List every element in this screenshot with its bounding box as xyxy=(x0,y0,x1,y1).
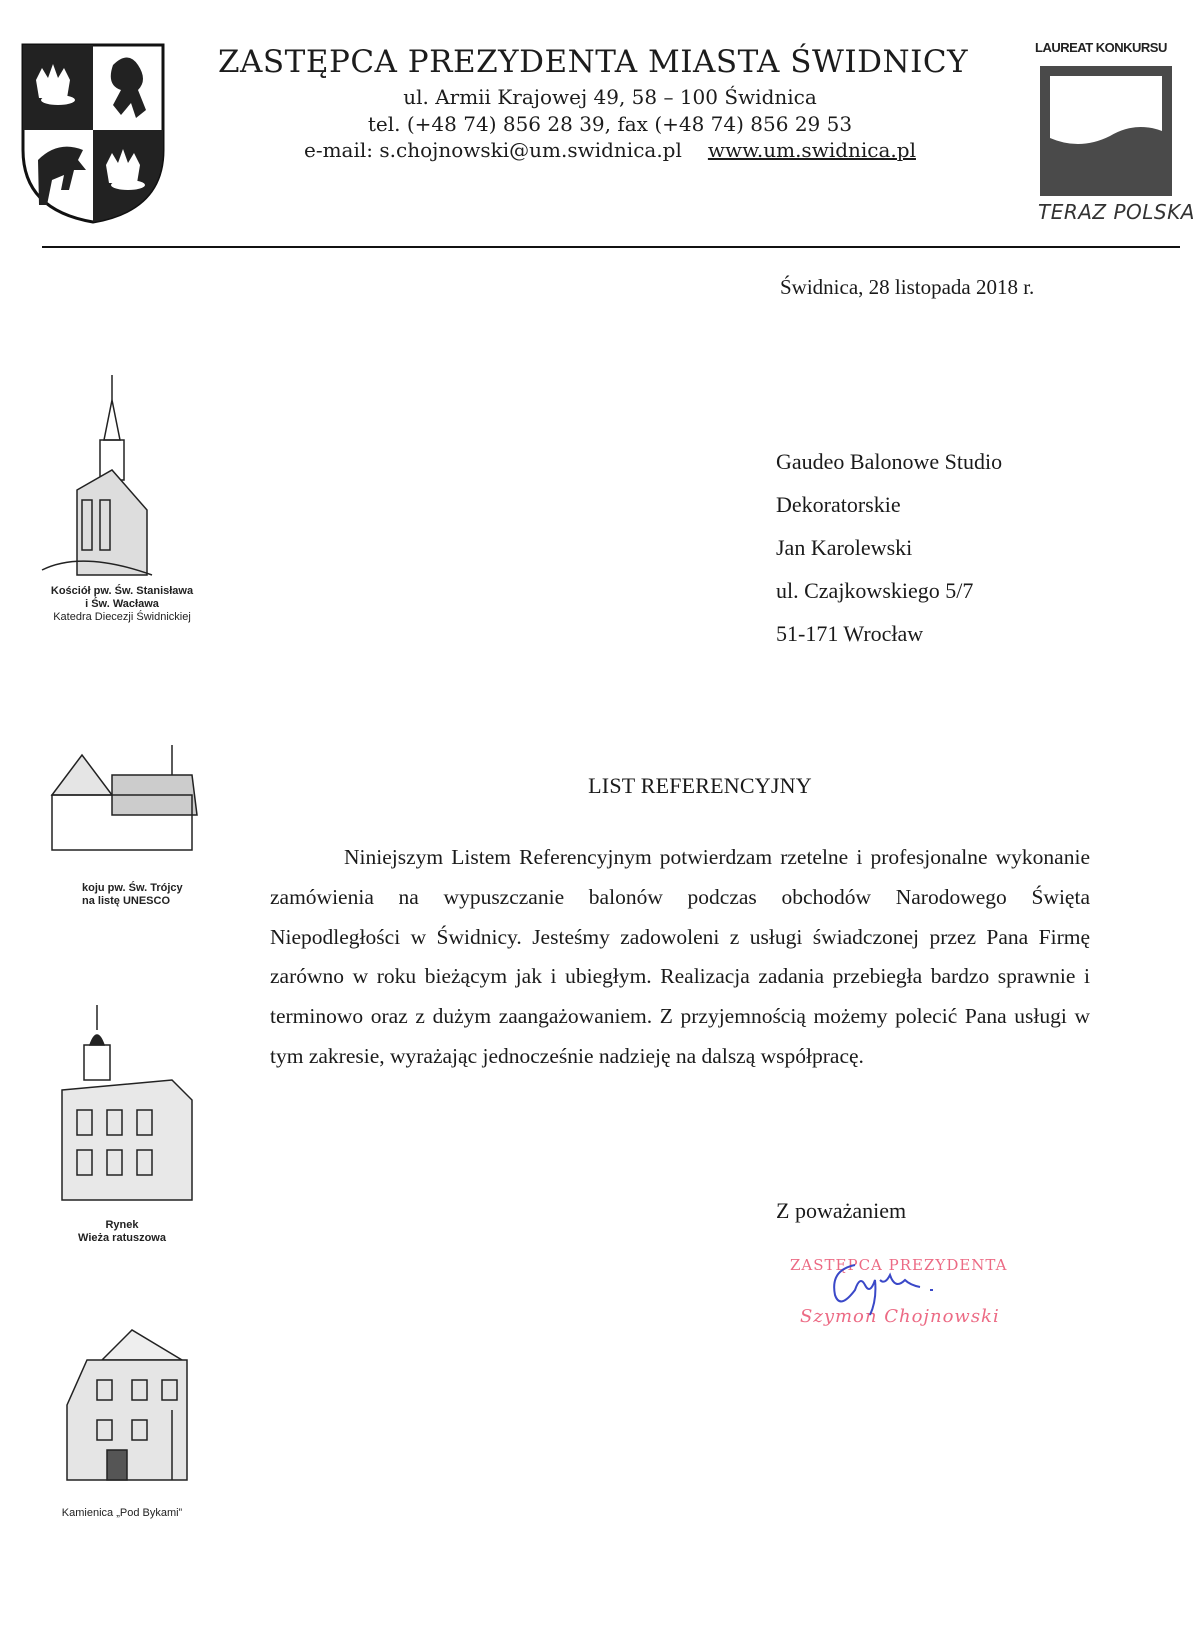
place-date: Świdnica, 28 listopada 2018 r. xyxy=(780,275,1035,299)
official-stamp-name: Szymon Chojnowski xyxy=(800,1306,1000,1327)
landmark-church-of-peace xyxy=(22,735,222,908)
city-coat-of-arms-icon xyxy=(18,40,168,225)
landmark-caption: koju pw. Św. Trójcy na listę UNESCO xyxy=(82,882,183,907)
recipient-line: 51-171 Wrocław xyxy=(776,621,924,646)
town-hall-drawing-icon xyxy=(22,1000,222,1210)
website-link[interactable]: www.um.swidnica.pl xyxy=(707,138,916,162)
teraz-polska-logo-icon xyxy=(1040,66,1172,196)
letterhead-title: ZASTĘPCA PREZYDENTA MIASTA ŚWIDNICY xyxy=(218,44,969,80)
letterhead-phone: tel. (+48 74) 856 28 39, fax (+48 74) 856 29 53 xyxy=(367,112,853,136)
tenement-house-drawing-icon xyxy=(22,1320,222,1500)
award-label: LAUREAT KONKURSU xyxy=(1035,40,1167,55)
cathedral-drawing-icon xyxy=(22,370,222,580)
handwritten-signature xyxy=(825,1255,945,1325)
award-name: TERAZ POLSKA xyxy=(1038,200,1195,224)
recipient-line: Gaudeo Balonowe Studio xyxy=(776,449,1003,474)
email-link[interactable]: e-mail: s.chojnowski@um.swidnica.pl xyxy=(304,138,682,162)
letter-body: Niniejszym Listem Referencyjnym potwierdzam rzetelne i profesjonalne wykonanie zamówienia na wypuszczanie balonów podczas obchodów Narodowego Święta Niepodległości w Świdnicy. Jesteśmy zadowoleni z usługi świadczonej przez Pana Firmę zarówno w roku bieżącym jak i ubiegłym. Realizacja zadania przebiegła bardzo sprawnie i terminowo oraz z dużym zaangażowaniem. Z przyjemnością możemy polecić Pana usługi w tym zakresie, wyrażając jednocześnie nadzieję na dalszą współpracę. xyxy=(270,845,1090,1068)
recipient-line: Jan Karolewski xyxy=(776,535,913,560)
recipient-line: Dekoratorskie xyxy=(776,492,901,517)
official-stamp-title: ZASTĘPCA PREZYDENTA xyxy=(790,1256,1008,1274)
letterhead-contact xyxy=(220,138,1000,162)
recipient-line: ul. Czajkowskiego 5/7 xyxy=(776,578,974,603)
closing-salutation: Z poważaniem xyxy=(776,1198,907,1223)
landmark-caption: Kamienica „Pod Bykami” xyxy=(61,1507,183,1519)
header-divider xyxy=(42,246,1180,248)
church-of-peace-drawing-icon xyxy=(22,735,222,865)
letter-title: LIST REFERENCYJNY xyxy=(588,773,812,798)
recipient-address xyxy=(776,440,1002,655)
landmark-town-hall xyxy=(22,1000,222,1245)
landmark-cathedral xyxy=(22,370,222,624)
landmark-tenement xyxy=(22,1320,222,1520)
letterhead-address: ul. Armii Krajowej 49, 58 – 100 Świdnica xyxy=(403,85,817,109)
landmark-caption: Kościół pw. Św. Stanisława i Św. Wacława Katedra Diecezji Świdnickiej xyxy=(50,585,194,623)
landmark-caption: Rynek Wieża ratuszowa xyxy=(78,1219,166,1244)
